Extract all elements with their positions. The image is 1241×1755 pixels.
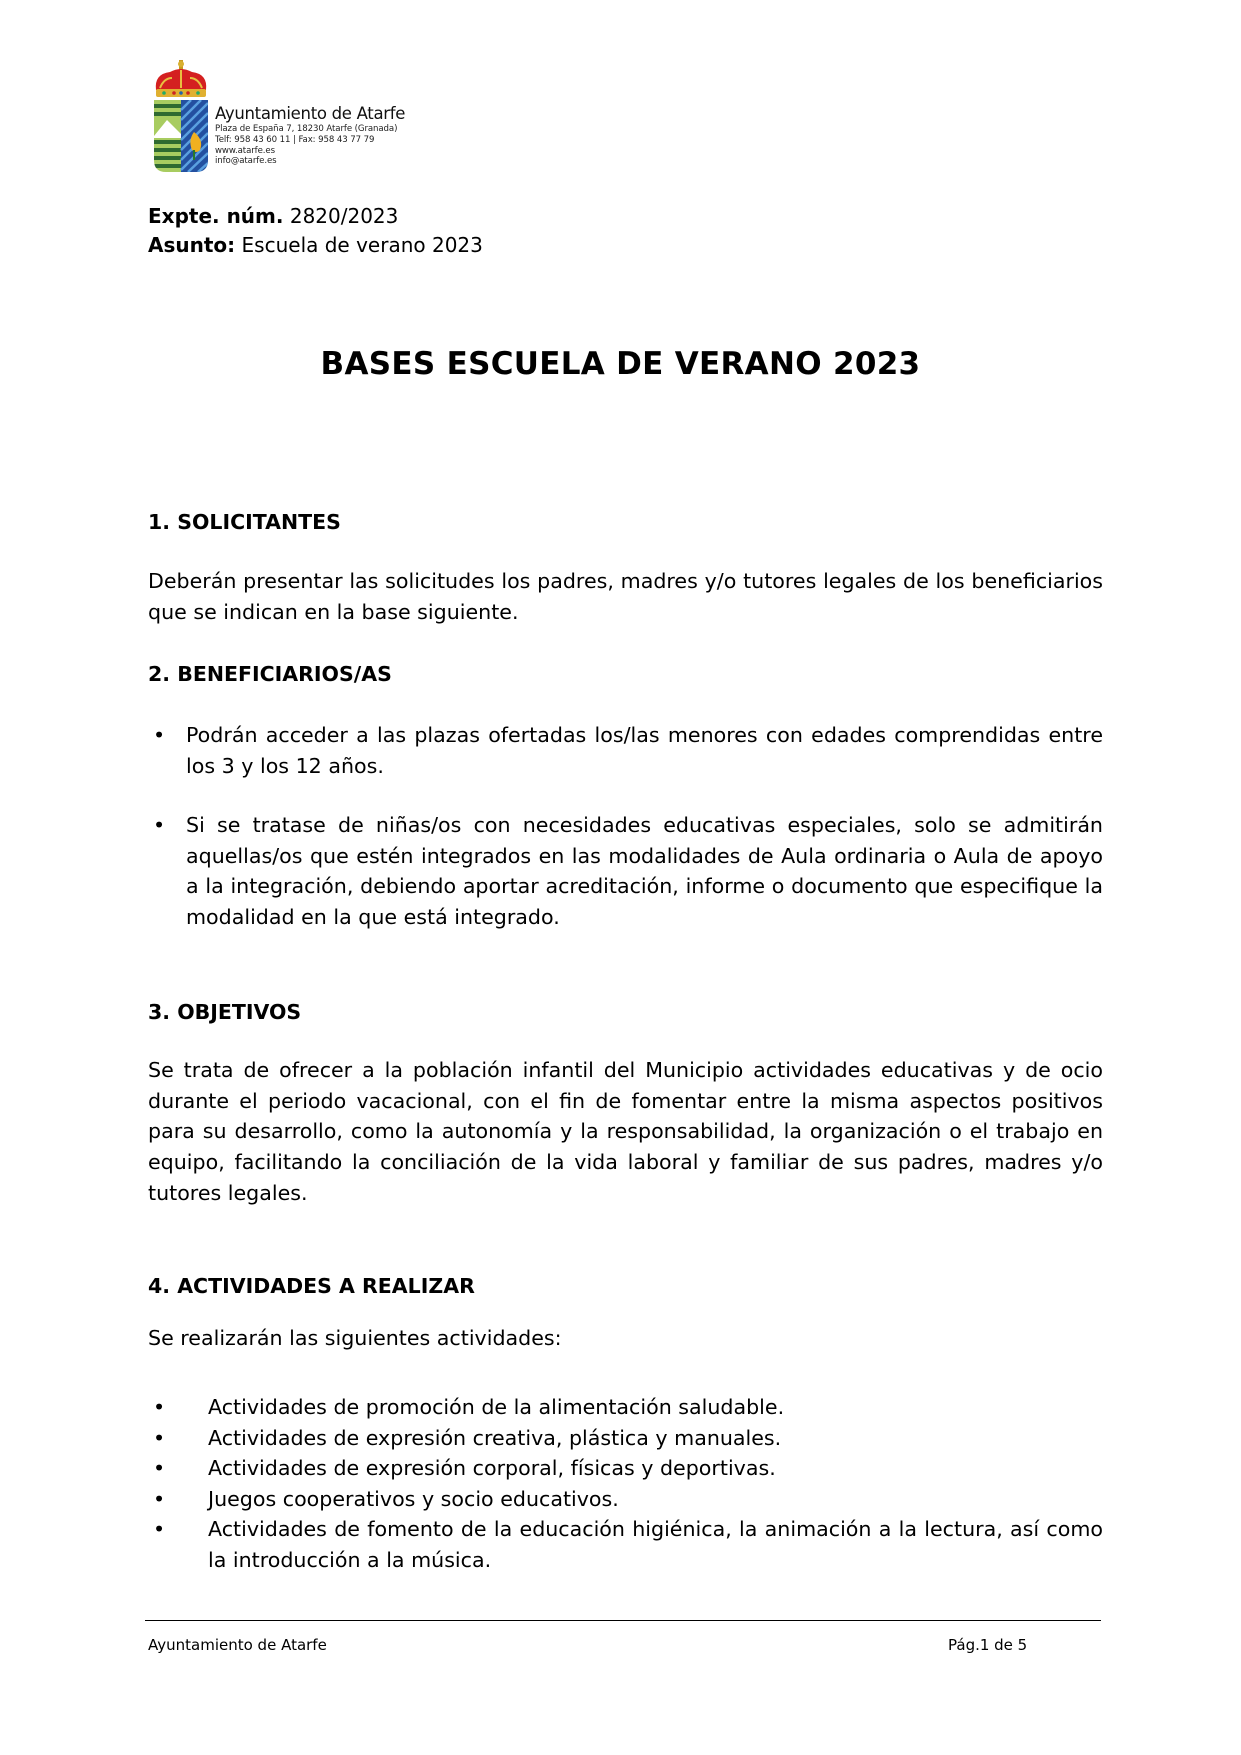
section-heading-objetivos: 3. OBJETIVOS — [148, 1000, 302, 1024]
bullet-icon: • — [153, 1425, 166, 1450]
asunto-label: Asunto: — [148, 233, 236, 257]
asunto-value: Escuela de verano 2023 — [241, 233, 483, 257]
list-item-text: Juegos cooperativos y socio educativos. — [208, 1486, 619, 1511]
section-heading-beneficiarios: 2. BENEFICIARIOS/AS — [148, 662, 392, 686]
bullet-icon: • — [153, 1517, 166, 1542]
section-paragraph-objetivos: Se trata de ofrecer a la población infantil del Municipio actividades educativas y de ocio durante el periodo vacacional, con el fin de fomentar entre la misma aspectos positivos para su desarrollo, como la autonomía y la responsabilidad, la organización o el trabajo en equipo, facilitando la conciliación de la vida laboral y familiar de sus padres, madres y/o tutores legales. — [148, 1058, 1103, 1205]
activities-list — [148, 1392, 1103, 1576]
list-item — [148, 1392, 1103, 1423]
bullet-icon: • — [153, 723, 166, 747]
list-item-text: Si se tratase de niñas/os con necesidades educativas especiales, solo se admitirán aquellas/os que estén integrados en las modalidades de Aula ordinaria o Aula de apoyo a la integración, debiendo aportar acreditación, informe o documento que especifique la modalidad en la que está integrado. — [186, 813, 1103, 930]
org-phone-fax: Telf: 958 43 60 11 | Fax: 958 43 77 79 — [215, 135, 375, 145]
footer-divider — [145, 1620, 1101, 1621]
expediente-value: 2820/2023 — [289, 204, 399, 228]
list-item-text: Actividades de expresión corporal, físicas y deportivas. — [208, 1456, 776, 1481]
coat-of-arms-icon — [150, 60, 212, 174]
asunto-line — [148, 231, 483, 260]
list-item — [148, 1453, 1103, 1484]
list-item-text: Actividades de fomento de la educación higiénica, la animación a la lectura, así como la introducción a la música. — [208, 1517, 1103, 1572]
list-item-text: Actividades de expresión creativa, plástica y manuales. — [208, 1425, 782, 1450]
org-name: Ayuntamiento de Atarfe — [215, 104, 406, 123]
list-item — [148, 1423, 1103, 1454]
list-item-text: Actividades de promoción de la alimentación saludable. — [208, 1395, 785, 1419]
org-website: www.atarfe.es — [215, 146, 275, 156]
section-paragraph-actividades: Se realizarán las siguientes actividades: — [148, 1326, 562, 1350]
bullet-icon: • — [153, 1456, 166, 1481]
bullet-icon: • — [153, 1395, 166, 1419]
section-heading-actividades: 4. ACTIVIDADES A REALIZAR — [148, 1274, 475, 1298]
list-item-text: Podrán acceder a las plazas ofertadas los/las menores con edades comprendidas entre los 3 y los 12 años. — [186, 723, 1103, 778]
expediente-label: Expte. núm. — [148, 204, 284, 228]
expediente-line — [148, 202, 398, 231]
org-email: info@atarfe.es — [215, 156, 277, 166]
list-item — [148, 1514, 1103, 1575]
bullet-icon: • — [153, 813, 166, 837]
list-item — [148, 720, 1103, 781]
section-paragraph-solicitantes: Deberán presentar las solicitudes los padres, madres y/o tutores legales de los beneficiarios que se indican en la base siguiente. — [148, 569, 1103, 624]
list-item — [148, 810, 1103, 933]
footer-org: Ayuntamiento de Atarfe — [148, 1636, 327, 1654]
document-title: BASES ESCUELA DE VERANO 2023 — [320, 346, 921, 382]
page-number: Pág.1 de 5 — [948, 1636, 1028, 1654]
list-item — [148, 1484, 1103, 1515]
bullet-icon: • — [153, 1486, 166, 1511]
section-heading-solicitantes: 1. SOLICITANTES — [148, 510, 341, 534]
org-address: Plaza de España 7, 18230 Atarfe (Granada) — [215, 124, 398, 134]
